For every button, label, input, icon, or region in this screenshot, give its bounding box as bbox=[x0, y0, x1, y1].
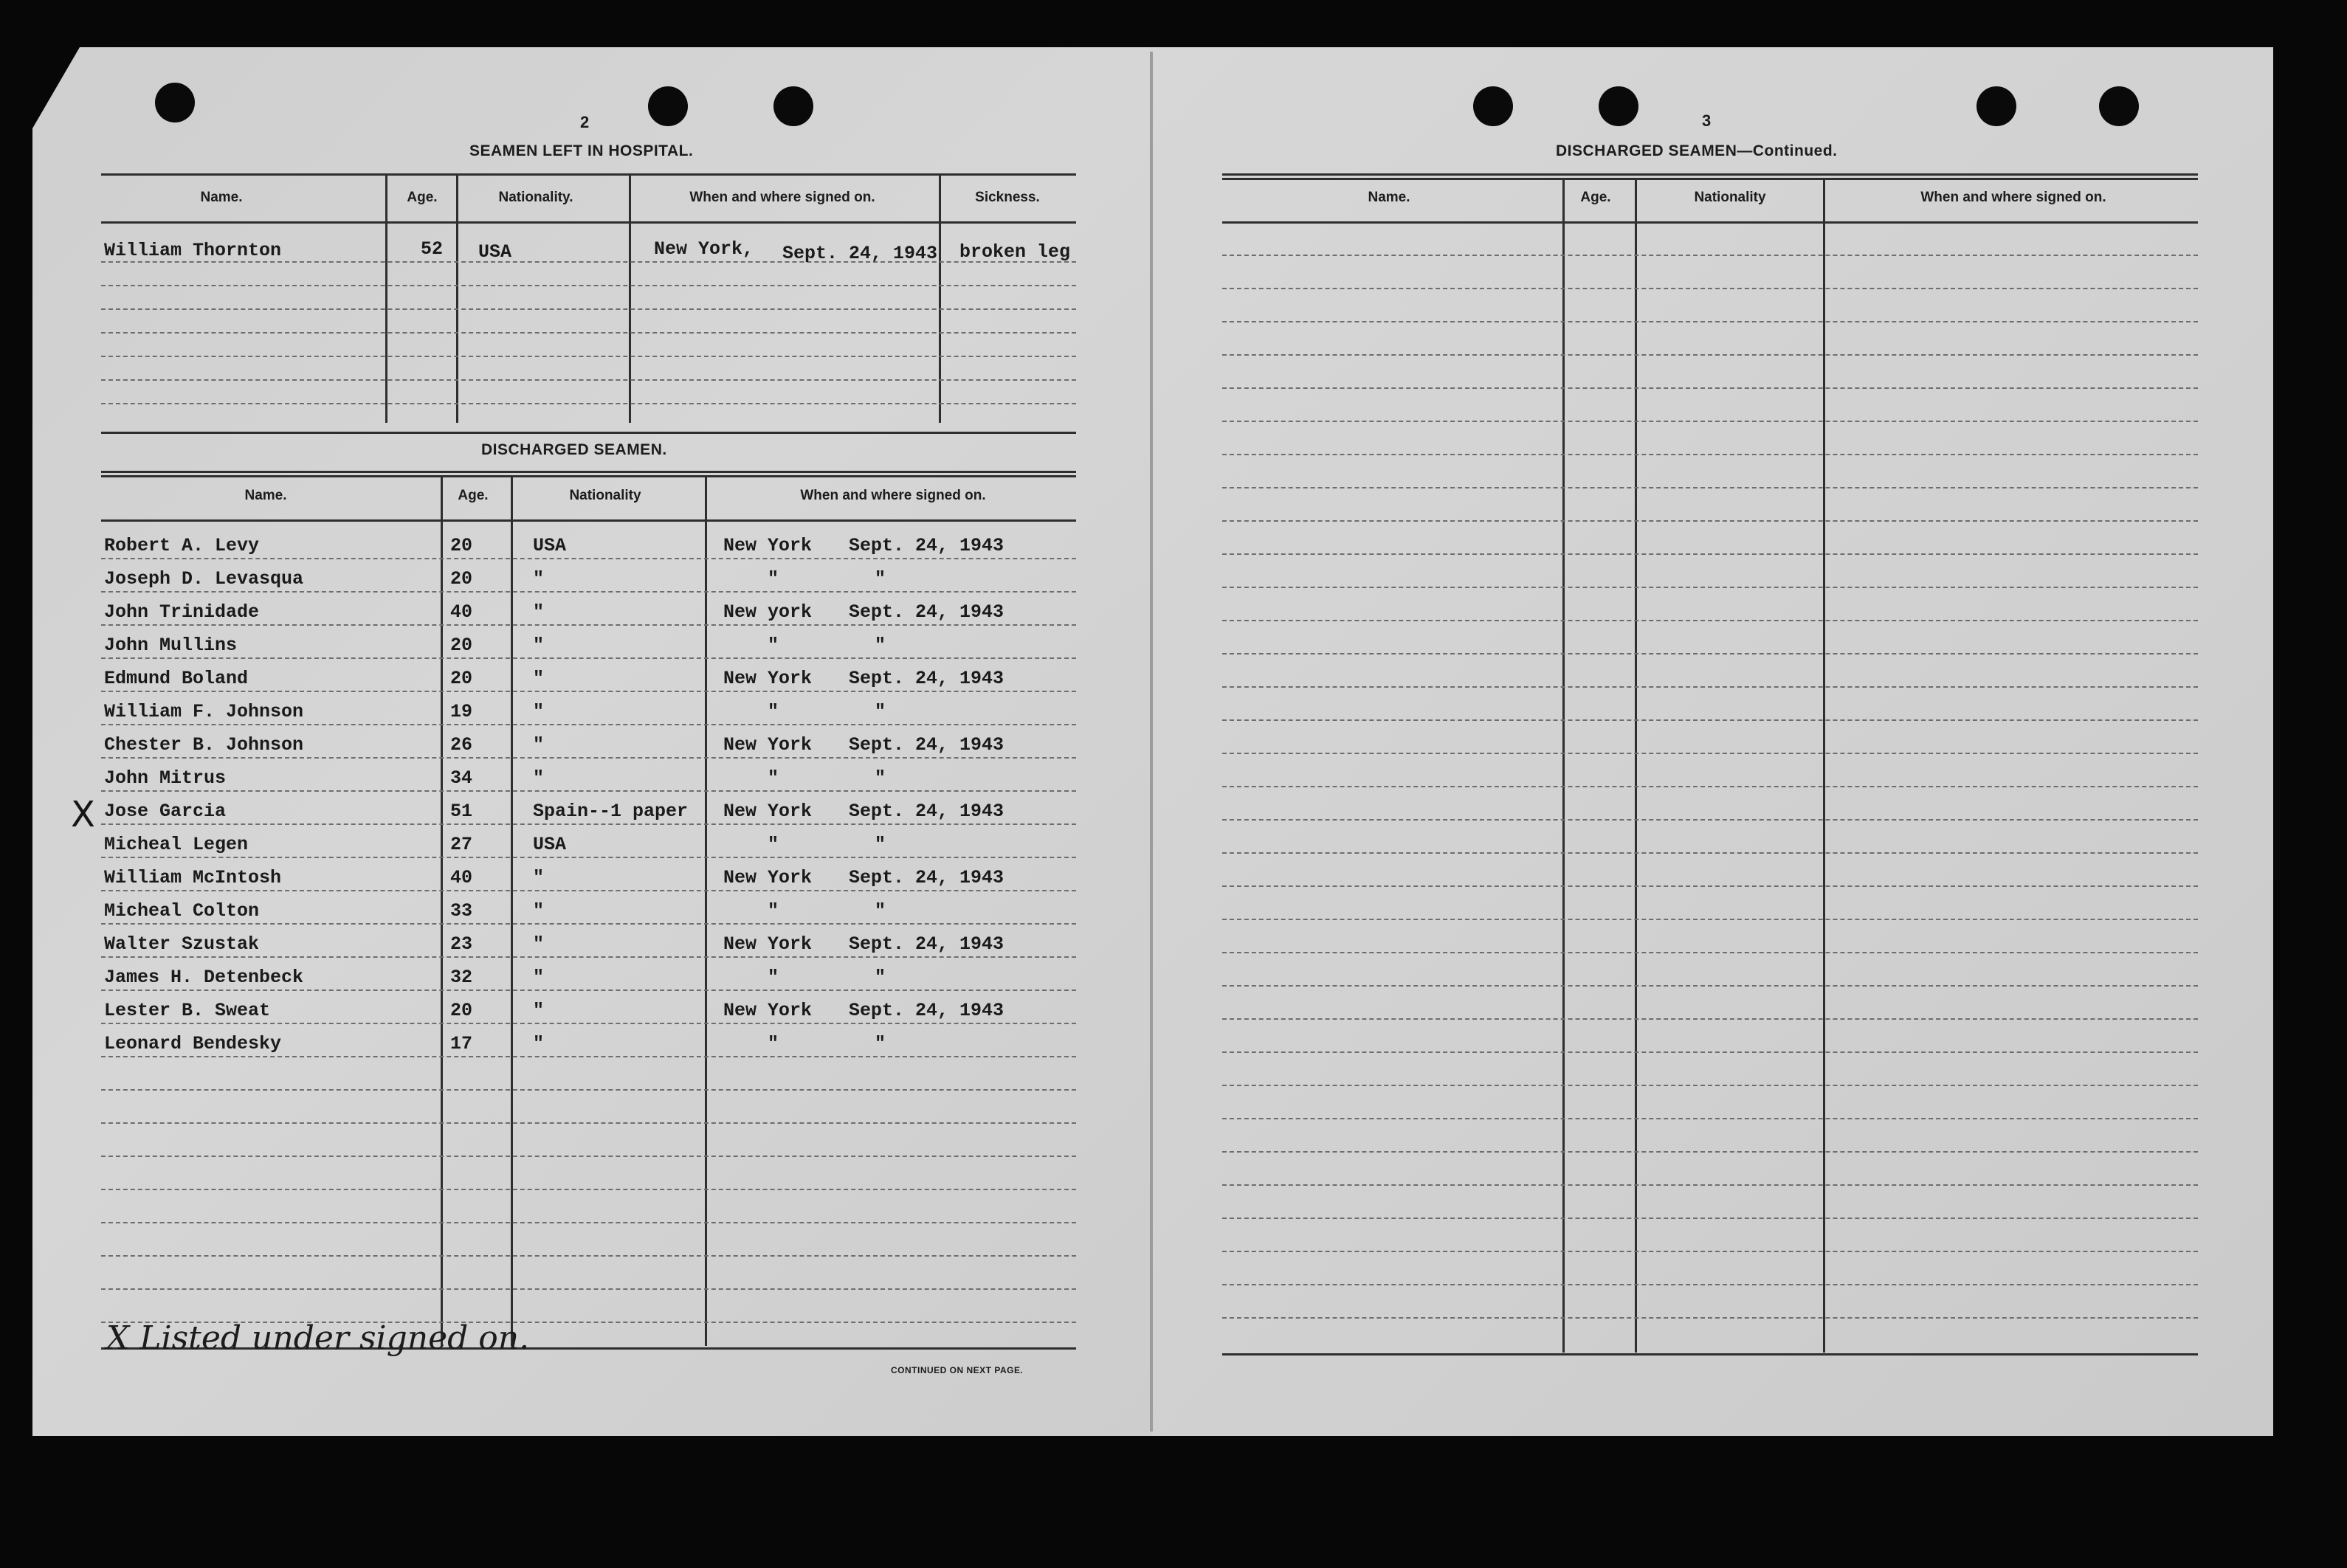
header-bottom-rule bbox=[1222, 221, 2198, 224]
row-rule bbox=[101, 691, 1076, 692]
seaman-place: New York bbox=[723, 734, 813, 756]
row-rule bbox=[101, 1089, 1076, 1091]
column-header: Age. bbox=[458, 488, 489, 503]
seaman-date: Sept. 24, 1943 bbox=[849, 601, 1004, 623]
row-rule bbox=[1222, 421, 2198, 422]
seaman-age: 26 bbox=[450, 734, 473, 756]
seaman-nationality: " bbox=[533, 568, 545, 590]
row-rule bbox=[1222, 885, 2198, 887]
column-divider bbox=[629, 173, 631, 423]
row-rule bbox=[1222, 852, 2198, 854]
seaman-nationality: " bbox=[533, 701, 545, 722]
seaman-place: " bbox=[768, 767, 779, 789]
row-rule bbox=[1222, 255, 2198, 256]
seaman-age: 33 bbox=[450, 900, 473, 922]
seaman-nationality: " bbox=[533, 601, 545, 623]
binder-hole bbox=[1473, 86, 1513, 126]
row-rule bbox=[1222, 952, 2198, 953]
seaman-date: " bbox=[875, 568, 886, 590]
row-rule bbox=[101, 1056, 1076, 1057]
seaman-nationality: " bbox=[533, 867, 545, 888]
row-rule bbox=[1222, 520, 2198, 522]
row-rule bbox=[1222, 1251, 2198, 1252]
seaman-date: Sept. 24, 1943 bbox=[849, 1000, 1004, 1021]
row-rule bbox=[1222, 1051, 2198, 1053]
row-rule bbox=[1222, 653, 2198, 655]
seaman-age: 51 bbox=[450, 801, 473, 822]
table-top-rule bbox=[1222, 178, 2198, 180]
seaman-age: 17 bbox=[450, 1033, 473, 1054]
row-rule bbox=[101, 591, 1076, 593]
table-bottom-rule bbox=[1222, 1353, 2198, 1355]
hospital-place: New York, bbox=[654, 238, 754, 260]
binder-hole bbox=[2099, 86, 2139, 126]
table-top-rule bbox=[101, 173, 1076, 176]
column-header: Nationality bbox=[569, 488, 641, 503]
column-header: When and where signed on. bbox=[1920, 190, 2106, 205]
seaman-nationality: " bbox=[533, 767, 545, 789]
discharged-section-title: DISCHARGED SEAMEN. bbox=[481, 441, 667, 458]
row-rule bbox=[1222, 1317, 2198, 1319]
row-rule bbox=[1222, 1218, 2198, 1219]
seaman-age: 19 bbox=[450, 701, 473, 722]
seaman-place: New York bbox=[723, 867, 813, 888]
seaman-age: 20 bbox=[450, 635, 473, 656]
seaman-name: Micheal Legen bbox=[104, 834, 249, 855]
seaman-place: " bbox=[768, 1033, 779, 1054]
seaman-name: James H. Detenbeck bbox=[104, 967, 304, 988]
binder-hole bbox=[155, 83, 195, 122]
seaman-date: Sept. 24, 1943 bbox=[849, 535, 1004, 556]
seaman-date: " bbox=[875, 900, 886, 922]
seaman-place: " bbox=[768, 834, 779, 855]
row-rule bbox=[101, 757, 1076, 759]
row-rule bbox=[101, 1122, 1076, 1124]
row-rule bbox=[101, 790, 1076, 792]
row-rule bbox=[101, 1288, 1076, 1290]
seaman-place: " bbox=[768, 701, 779, 722]
page-fold bbox=[1150, 52, 1153, 1431]
column-divider bbox=[939, 173, 941, 423]
seaman-nationality: USA bbox=[533, 535, 567, 556]
row-rule bbox=[1222, 553, 2198, 555]
x-mark: X bbox=[71, 794, 95, 835]
seaman-name: Leonard Bendesky bbox=[104, 1033, 282, 1054]
seaman-age: 27 bbox=[450, 834, 473, 855]
column-header: Sickness. bbox=[975, 190, 1040, 205]
column-divider bbox=[441, 475, 443, 1346]
column-header: Nationality bbox=[1694, 190, 1766, 205]
seaman-age: 34 bbox=[450, 767, 473, 789]
hospital-date: Sept. 24, 1943 bbox=[782, 243, 938, 264]
seaman-date: Sept. 24, 1943 bbox=[849, 933, 1004, 955]
row-rule bbox=[1222, 686, 2198, 688]
seaman-place: New York bbox=[723, 668, 813, 689]
seaman-nationality: " bbox=[533, 1033, 545, 1054]
seaman-nationality: " bbox=[533, 635, 545, 656]
row-rule bbox=[101, 1189, 1076, 1190]
seaman-date: Sept. 24, 1943 bbox=[849, 867, 1004, 888]
seaman-name: Jose Garcia bbox=[104, 801, 227, 822]
page-number: 3 bbox=[1702, 111, 1712, 130]
hospital-sickness: broken leg bbox=[959, 241, 1071, 263]
seaman-age: 20 bbox=[450, 568, 473, 590]
seaman-name: Lester B. Sweat bbox=[104, 1000, 271, 1021]
seaman-nationality: " bbox=[533, 900, 545, 922]
seaman-name: Micheal Colton bbox=[104, 900, 260, 922]
seaman-place: " bbox=[768, 967, 779, 988]
column-divider bbox=[456, 173, 458, 423]
seaman-age: 20 bbox=[450, 1000, 473, 1021]
seaman-date: Sept. 24, 1943 bbox=[849, 668, 1004, 689]
row-rule bbox=[1222, 620, 2198, 621]
row-rule bbox=[101, 990, 1076, 991]
row-rule bbox=[1222, 354, 2198, 356]
row-rule bbox=[101, 356, 1076, 357]
handwritten-note: X Listed under signed on. bbox=[106, 1319, 530, 1357]
row-rule bbox=[1222, 1184, 2198, 1186]
row-rule bbox=[101, 558, 1076, 559]
seaman-nationality: " bbox=[533, 1000, 545, 1021]
seaman-name: John Mitrus bbox=[104, 767, 227, 789]
row-rule bbox=[101, 724, 1076, 725]
header-bottom-rule bbox=[101, 221, 1076, 224]
row-rule bbox=[101, 890, 1076, 891]
seaman-nationality: " bbox=[533, 734, 545, 756]
seaman-place: New york bbox=[723, 601, 813, 623]
row-rule bbox=[1222, 719, 2198, 721]
row-rule bbox=[101, 923, 1076, 925]
column-header: Age. bbox=[407, 190, 438, 205]
row-rule bbox=[101, 956, 1076, 958]
seaman-place: " bbox=[768, 635, 779, 656]
row-rule bbox=[101, 1023, 1076, 1024]
discharged-continued-title: DISCHARGED SEAMEN—Continued. bbox=[1556, 142, 1838, 159]
row-rule bbox=[101, 379, 1076, 381]
seaman-date: " bbox=[875, 834, 886, 855]
table-top-rule bbox=[1222, 173, 2198, 176]
seaman-age: 40 bbox=[450, 867, 473, 888]
seaman-nationality: USA bbox=[533, 834, 567, 855]
seaman-nationality: " bbox=[533, 933, 545, 955]
header-bottom-rule bbox=[101, 519, 1076, 522]
column-divider bbox=[511, 475, 513, 1346]
row-rule bbox=[1222, 1085, 2198, 1086]
row-rule bbox=[1222, 919, 2198, 920]
seaman-place: " bbox=[768, 900, 779, 922]
column-header: Name. bbox=[244, 488, 287, 503]
row-rule bbox=[1222, 487, 2198, 488]
column-header: Nationality. bbox=[498, 190, 573, 205]
row-rule bbox=[1222, 1284, 2198, 1285]
seaman-name: John Mullins bbox=[104, 635, 238, 656]
seaman-age: 32 bbox=[450, 967, 473, 988]
seaman-place: New York bbox=[723, 535, 813, 556]
seaman-name: Robert A. Levy bbox=[104, 535, 260, 556]
section-rule bbox=[101, 432, 1076, 434]
seaman-date: " bbox=[875, 635, 886, 656]
row-rule bbox=[101, 308, 1076, 310]
column-header: Name. bbox=[200, 190, 243, 205]
row-rule bbox=[1222, 985, 2198, 987]
row-rule bbox=[1222, 753, 2198, 754]
seaman-place: New York bbox=[723, 933, 813, 955]
seaman-nationality: " bbox=[533, 668, 545, 689]
hospital-nationality: USA bbox=[478, 241, 512, 263]
row-rule bbox=[1222, 321, 2198, 322]
row-rule bbox=[101, 624, 1076, 626]
seaman-name: John Trinidade bbox=[104, 601, 260, 623]
seaman-name: William F. Johnson bbox=[104, 701, 304, 722]
seaman-nationality: Spain--1 paper bbox=[533, 801, 689, 822]
row-rule bbox=[101, 285, 1076, 286]
column-divider bbox=[385, 173, 387, 423]
hospital-age: 52 bbox=[421, 238, 444, 260]
column-header: Name. bbox=[1368, 190, 1410, 205]
seaman-age: 23 bbox=[450, 933, 473, 955]
seaman-date: Sept. 24, 1943 bbox=[849, 801, 1004, 822]
row-rule bbox=[1222, 387, 2198, 389]
seaman-date: " bbox=[875, 701, 886, 722]
row-rule bbox=[101, 332, 1076, 334]
row-rule bbox=[1222, 1118, 2198, 1119]
seaman-name: Joseph D. Levasqua bbox=[104, 568, 304, 590]
hospital-name: William Thornton bbox=[104, 240, 282, 261]
column-header: When and where signed on. bbox=[689, 190, 875, 205]
column-divider bbox=[705, 475, 707, 1346]
seaman-nationality: " bbox=[533, 967, 545, 988]
row-rule bbox=[101, 823, 1076, 825]
seaman-place: New York bbox=[723, 1000, 813, 1021]
binder-hole bbox=[1599, 86, 1638, 126]
binder-hole bbox=[648, 86, 688, 126]
hospital-section-title: SEAMEN LEFT IN HOSPITAL. bbox=[469, 142, 694, 159]
row-rule bbox=[101, 1255, 1076, 1257]
row-rule bbox=[101, 657, 1076, 659]
seaman-date: " bbox=[875, 767, 886, 789]
seaman-date: " bbox=[875, 967, 886, 988]
row-rule bbox=[101, 1222, 1076, 1223]
seaman-place: New York bbox=[723, 801, 813, 822]
table-top-rule bbox=[101, 471, 1076, 473]
binder-hole bbox=[1976, 86, 2016, 126]
column-header: Age. bbox=[1580, 190, 1611, 205]
row-rule bbox=[1222, 454, 2198, 455]
column-header: When and where signed on. bbox=[800, 488, 986, 503]
binder-hole bbox=[773, 86, 813, 126]
seaman-name: Edmund Boland bbox=[104, 668, 249, 689]
row-rule bbox=[1222, 1018, 2198, 1020]
row-rule bbox=[1222, 1151, 2198, 1153]
row-rule bbox=[101, 857, 1076, 858]
seaman-date: " bbox=[875, 1033, 886, 1054]
seaman-age: 20 bbox=[450, 668, 473, 689]
row-rule bbox=[1222, 587, 2198, 588]
table-top-rule bbox=[101, 475, 1076, 477]
row-rule bbox=[101, 1156, 1076, 1157]
seaman-place: " bbox=[768, 568, 779, 590]
continued-footer: CONTINUED ON NEXT PAGE. bbox=[891, 1365, 1024, 1375]
row-rule bbox=[101, 403, 1076, 404]
seaman-age: 20 bbox=[450, 535, 473, 556]
row-rule bbox=[1222, 786, 2198, 787]
page-number: 2 bbox=[580, 113, 590, 131]
seaman-age: 40 bbox=[450, 601, 473, 623]
row-rule bbox=[1222, 288, 2198, 289]
seaman-name: Chester B. Johnson bbox=[104, 734, 304, 756]
seaman-name: Walter Szustak bbox=[104, 933, 260, 955]
seaman-date: Sept. 24, 1943 bbox=[849, 734, 1004, 756]
row-rule bbox=[1222, 819, 2198, 821]
seaman-name: William McIntosh bbox=[104, 867, 282, 888]
